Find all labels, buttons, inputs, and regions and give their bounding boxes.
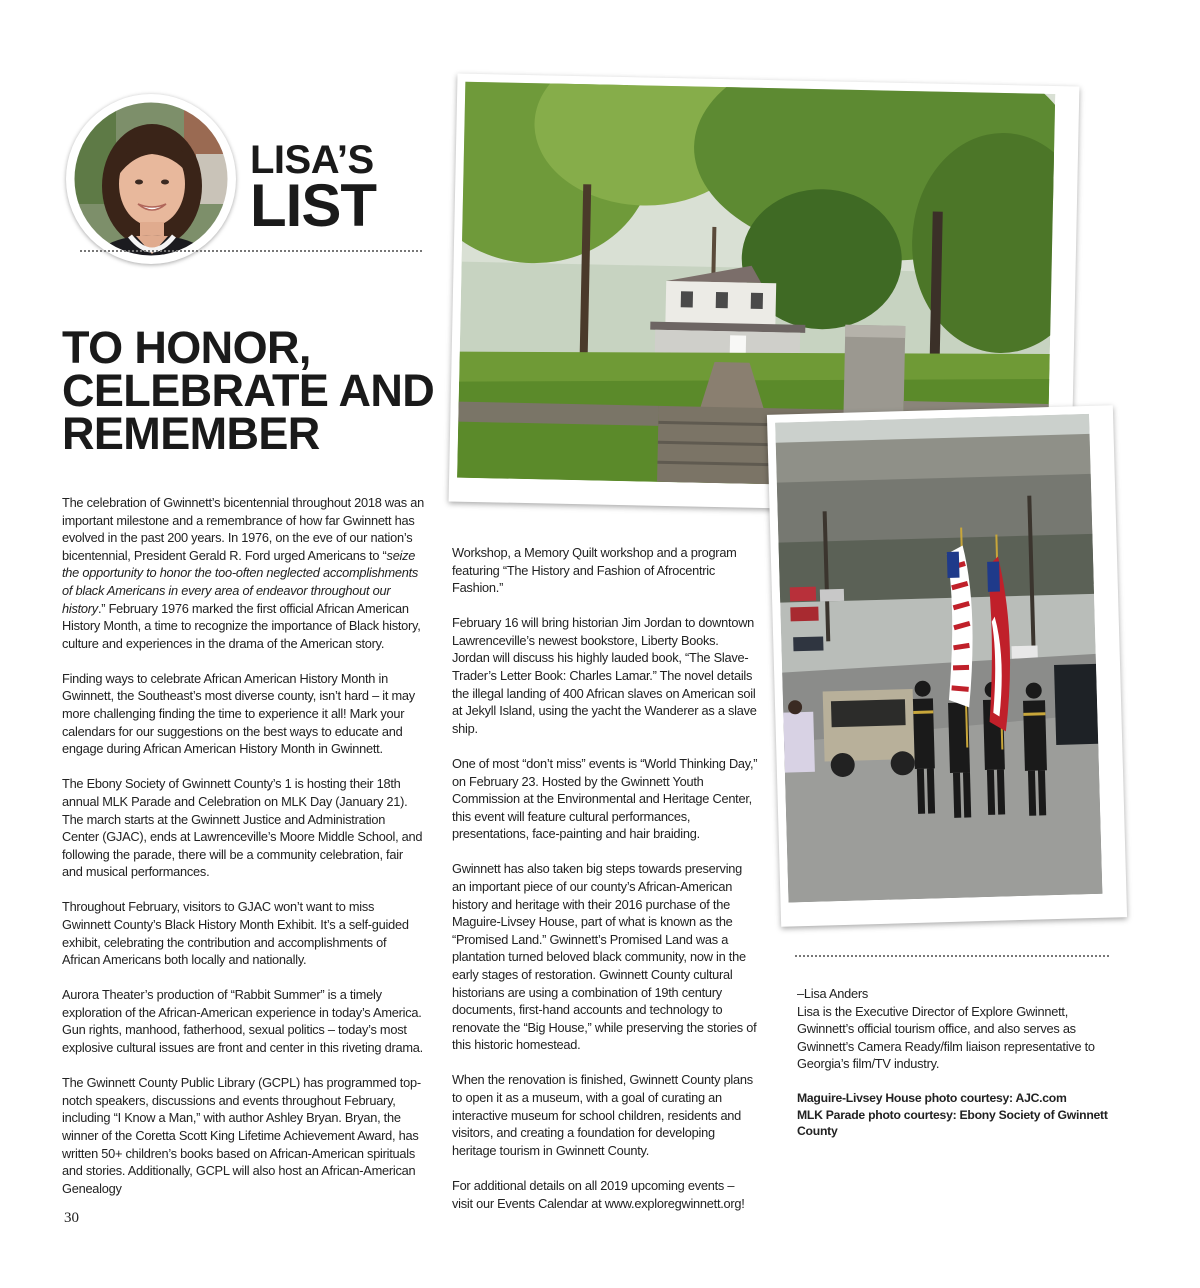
photo-credit: MLK Parade photo courtesy: Ebony Society of Gwinnett County [797,1107,1108,1139]
author-sidebar [797,985,1122,1140]
author-bio: Lisa is the Executive Director of Explore Gwinnett, Gwinnett’s official tourism office, and also serves as Gwinnett’s Camera Ready/film liaison representative to Georgia’s film/TV industry. [797,1003,1095,1072]
headline-line: TO HONOR, [62,322,311,373]
paragraph: Finding ways to celebrate African American History Month in Gwinnett, the Southeast’s most diverse county, isn’t hard – it may more challenging finding the time to experience it all! Mark your calendars for our suggestions on the best ways to educate and engage during African American History Month in Gwinnett. [62,670,415,757]
paragraph: The celebration of Gwinnett’s bicentennial throughout 2018 was an important milestone and a remembrance of how far Gwinnett has evolved in the past 200 years. In 1976, on the eve of our nation’s bicentennial, President Gerald R. Ford urged Americans to “seize the opportunity to honor the too-often neglected accomplishments of black Americans in every area of endeavor throughout our history.” February 1976 marked the first official African American History Month, a time to recognize the importance of Black history, culture and experiences in the drama of the American story. [62,495,424,651]
article-column-2 [452,544,758,1230]
headline-line: CELEBRATE AND [62,365,435,416]
paragraph: The Gwinnett County Public Library (GCPL) has programmed top-notch speakers, discussions and events throughout February, including “I Know a Man,” with author Ashley Bryan. Bryan, the winner of the Coretta Scott King Lifetime Achievement Award, has written 50+ children’s books based on African-American spirituals and stories. Additionally, GCPL will also host an African-American Genealogy [62,1075,421,1196]
paragraph: When the renovation is finished, Gwinnett County plans to open it as a museum, with a goal of curating an interactive museum for school children, residents and visitors, and creating a foundation for developing heritage tourism in Gwinnett County. [452,1072,753,1158]
header-dotted-divider [80,250,422,252]
column-title-line2: LIST [250,172,376,239]
article-headline [62,322,442,459]
author-portrait-image [66,94,236,264]
paragraph: Workshop, a Memory Quilt workshop and a program featuring “The History and Fashion of Afrocentric Fashion.” [452,545,737,596]
parade-photo [775,414,1102,903]
paragraph: One of most “don’t miss” events is “World Thinking Day,” on February 23. Hosted by the Gwinnett Youth Commission at the Environmental and Heritage Center, this event will feature cultural performances, presentations, face-painting and hair braiding. [452,755,758,842]
sidebar-dotted-divider [795,955,1109,957]
paragraph: For additional details on all 2019 upcoming events – visit our Events Calendar at www.exploregwinnett.org! [452,1177,745,1211]
page-number: 30 [64,1210,79,1226]
paragraph: Aurora Theater’s production of “Rabbit Summer” is a timely exploration of the African-American experience in today’s America. Gun rights, manhood, fatherhood, sexual politics – today’s most explosive cultural issues are front and center in this riveting drama. [62,987,423,1056]
paragraph: The Ebony Society of Gwinnett County’s 1 is hosting their 18th annual MLK Parade and Celebration on MLK Day (January 21). The march starts at the Gwinnett Justice and Administration Center (GJAC), ends at Lawrenceville’s Moore Middle School, and following the parade, there will be a community celebration, fair and musical performances. [62,776,423,880]
photo-credit: Maguire-Livsey House photo courtesy: AJC.com [797,1091,1067,1106]
author-avatar [66,94,236,264]
parade-photo-frame [767,405,1127,926]
paragraph: Gwinnett has also taken big steps towards preserving an important piece of our county’s African-American history and heritage with their 2016 purchase of the Maguire-Livsey House, part of what is known as the “Promised Land.” Gwinnett’s Promised Land was a plantation turned beloved black community, now in the early stages of restoration. Gwinnett County cultural historians are using a combination of 19th century documents, first-hand accounts and technology to renovate the “Big House,” while preserving the stories of this historic homestead. [452,861,757,1053]
ford-quote: seize the opportunity to honor the too-often neglected accomplishments of black Americans in every area of endeavor throughout our history [62,547,419,616]
headline-line: REMEMBER [62,408,320,459]
paragraph: February 16 will bring historian Jim Jordan to downtown Lawrenceville’s newest bookstore, Liberty Books. Jordan will discuss his highly lauded book, “The Slave-Trader’s Letter Book: Charles Lamar.” The novel details the illegal landing of 400 African slaves on American soil at Jekyll Island, using the yacht the Wanderer as a slave ship. [452,615,757,736]
paragraph: Throughout February, visitors to GJAC won’t want to miss Gwinnett County’s Black History Month Exhibit. It’s a self-guided exhibit, celebrating the contribution and accomplishments of African Americans both locally and nationally. [62,899,409,968]
column-title-line1: LISA’S [250,138,374,182]
article-column-1 [62,494,424,1215]
author-signature: –Lisa Anders [797,986,868,1001]
